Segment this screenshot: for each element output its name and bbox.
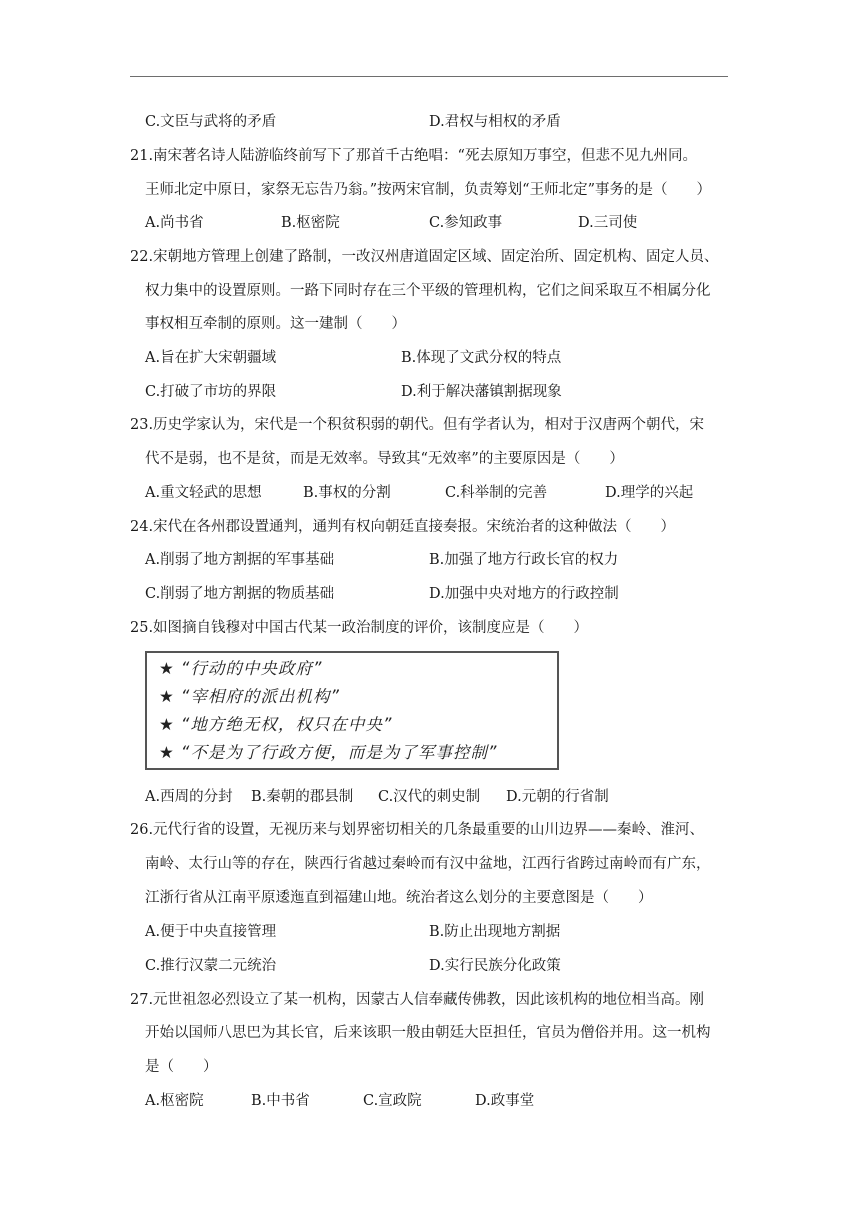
q26-option-a[interactable]: A.便于中央直接管理 [145,924,277,940]
q22-option-a[interactable]: A.旨在扩大宋朝疆域 [145,350,277,366]
q23-options-row [145,482,800,504]
q24-options-row-1 [145,549,800,571]
star-icon: ★ [159,659,175,678]
q22-options-row-2 [145,381,800,403]
q27-option-a[interactable]: A.枢密院 [145,1093,204,1109]
q27-options-row [145,1090,800,1112]
q21-stem-line-2: 王师北定中原日，家祭无忘告乃翁。”按两宋官制，负责筹划“王师北定”事务的是（ ） [145,182,711,198]
q23-stem-line-2: 代不是弱，也不是贫，而是无效率。导致其“无效率”的主要原因是（ ） [145,451,624,467]
q21-options-row [145,212,800,234]
q25-option-a[interactable]: A.西周的分封 [145,789,233,805]
q26-option-c[interactable]: C.推行汉蒙二元统治 [145,958,277,974]
q23-option-a[interactable]: A.重文轻武的思想 [145,485,262,501]
q25-option-d[interactable]: D.元朝的行省制 [506,789,609,805]
q27-option-d[interactable]: D.政事堂 [475,1093,535,1109]
q23-option-b[interactable]: B.事权的分割 [303,485,391,501]
q21-option-b[interactable]: B.枢密院 [281,215,340,231]
q27-option-c[interactable]: C.宣政院 [363,1093,422,1109]
q24-options-row-2 [145,583,800,605]
q24-option-a[interactable]: A.削弱了地方割据的军事基础 [145,552,335,568]
star-icon: ★ [159,743,175,762]
q22-stem-line-2: 权力集中的设置原则。一路下同时存在三个平级的管理机构，它们之间采取互不相属分化 [145,283,711,299]
q21-option-c[interactable]: C.参知政事 [429,215,503,231]
q25-stem-line-1: 25.如图摘自钱穆对中国古代某一政治制度的评价，该制度应是（ ） [130,620,589,636]
q26-option-d[interactable]: D.实行民族分化政策 [429,958,561,974]
q22-option-c[interactable]: C.打破了市坊的界限 [145,384,277,400]
q23-option-c[interactable]: C.科举制的完善 [445,485,548,501]
q22-stem-line-3: 事权相互牵制的原则。这一建制（ ） [145,316,406,332]
q22-option-b[interactable]: B.体现了文武分权的特点 [401,350,562,366]
q20-option-c[interactable]: C.文臣与武将的矛盾 [145,114,277,130]
q25-option-b[interactable]: B.秦朝的郡县制 [251,789,354,805]
q25-options-row [145,786,800,808]
q20-options-row-1 [145,111,800,133]
q24-stem-line-1: 24.宋代在各州郡设置通判，通判有权向朝廷直接奏报。宋统治者的这种做法（ ） [130,519,676,535]
q26-stem-line-1: 26.元代行省的设置，无视历来与划界密切相关的几条最重要的山川边界——秦岭、淮河、 [130,822,705,838]
q27-stem-line-1: 27.元世祖忽必烈设立了某一机构，因蒙古人信奉藏传佛教，因此该机构的地位相当高。刚 [130,992,705,1008]
q25-option-c[interactable]: C.汉代的刺史制 [378,789,481,805]
quote-line-1: ★ “行动的中央政府” [159,659,323,678]
q26-stem-line-2: 南岭、太行山等的存在，陕西行省越过秦岭而有汉中盆地，江西行省跨过南岭而有广东， [145,856,711,872]
q21-option-a[interactable]: A.尚书省 [145,215,204,231]
q22-options-row-1 [145,347,800,369]
q24-option-c[interactable]: C.削弱了地方割据的物质基础 [145,586,335,602]
q21-stem-line-1: 21.南宋著名诗人陆游临终前写下了那首千古绝唱：“死去原知万事空，但悲不见九州同。 [130,148,697,164]
q27-stem-line-3: 是（ ） [145,1059,218,1075]
quote-line-4: ★ “不是为了行政方便，而是为了军事控制” [159,743,498,762]
q27-option-b[interactable]: B.中书省 [251,1093,310,1109]
q26-stem-line-3: 江浙行省从江南平原逶迤直到福建山地。统治者这么划分的主要意图是（ ） [145,890,653,906]
q26-option-b[interactable]: B.防止出现地方割据 [429,924,561,940]
quote-figure-box [145,651,559,770]
star-icon: ★ [159,715,175,734]
q20-option-d[interactable]: D.君权与相权的矛盾 [429,114,561,130]
q22-option-d[interactable]: D.利于解决藩镇割据现象 [401,384,562,400]
q22-stem-line-1: 22.宋朝地方管理上创建了路制，一改汉州唐道固定区域、固定治所、固定机构、固定人员、 [130,249,719,265]
q27-stem-line-2: 开始以国师八思巴为其长官，后来该职一般由朝廷大臣担任，官员为僧俗并用。这一机构 [145,1025,711,1041]
q26-options-row-2 [145,955,800,977]
quote-line-3: ★ “地方绝无权，权只在中央” [159,715,393,734]
q23-option-d[interactable]: D.理学的兴起 [605,485,694,501]
q24-option-d[interactable]: D.加强中央对地方的行政控制 [429,586,619,602]
quote-line-2: ★ “宰相府的派出机构” [159,687,340,706]
q23-stem-line-1: 23.历史学家认为，宋代是一个积贫积弱的朝代。但有学者认为，相对于汉唐两个朝代，宋 [130,417,705,433]
q21-option-d[interactable]: D.三司使 [578,215,638,231]
star-icon: ★ [159,687,175,706]
q26-options-row-1 [145,921,800,943]
q24-option-b[interactable]: B.加强了地方行政长官的权力 [429,552,619,568]
header-rule [130,76,728,77]
